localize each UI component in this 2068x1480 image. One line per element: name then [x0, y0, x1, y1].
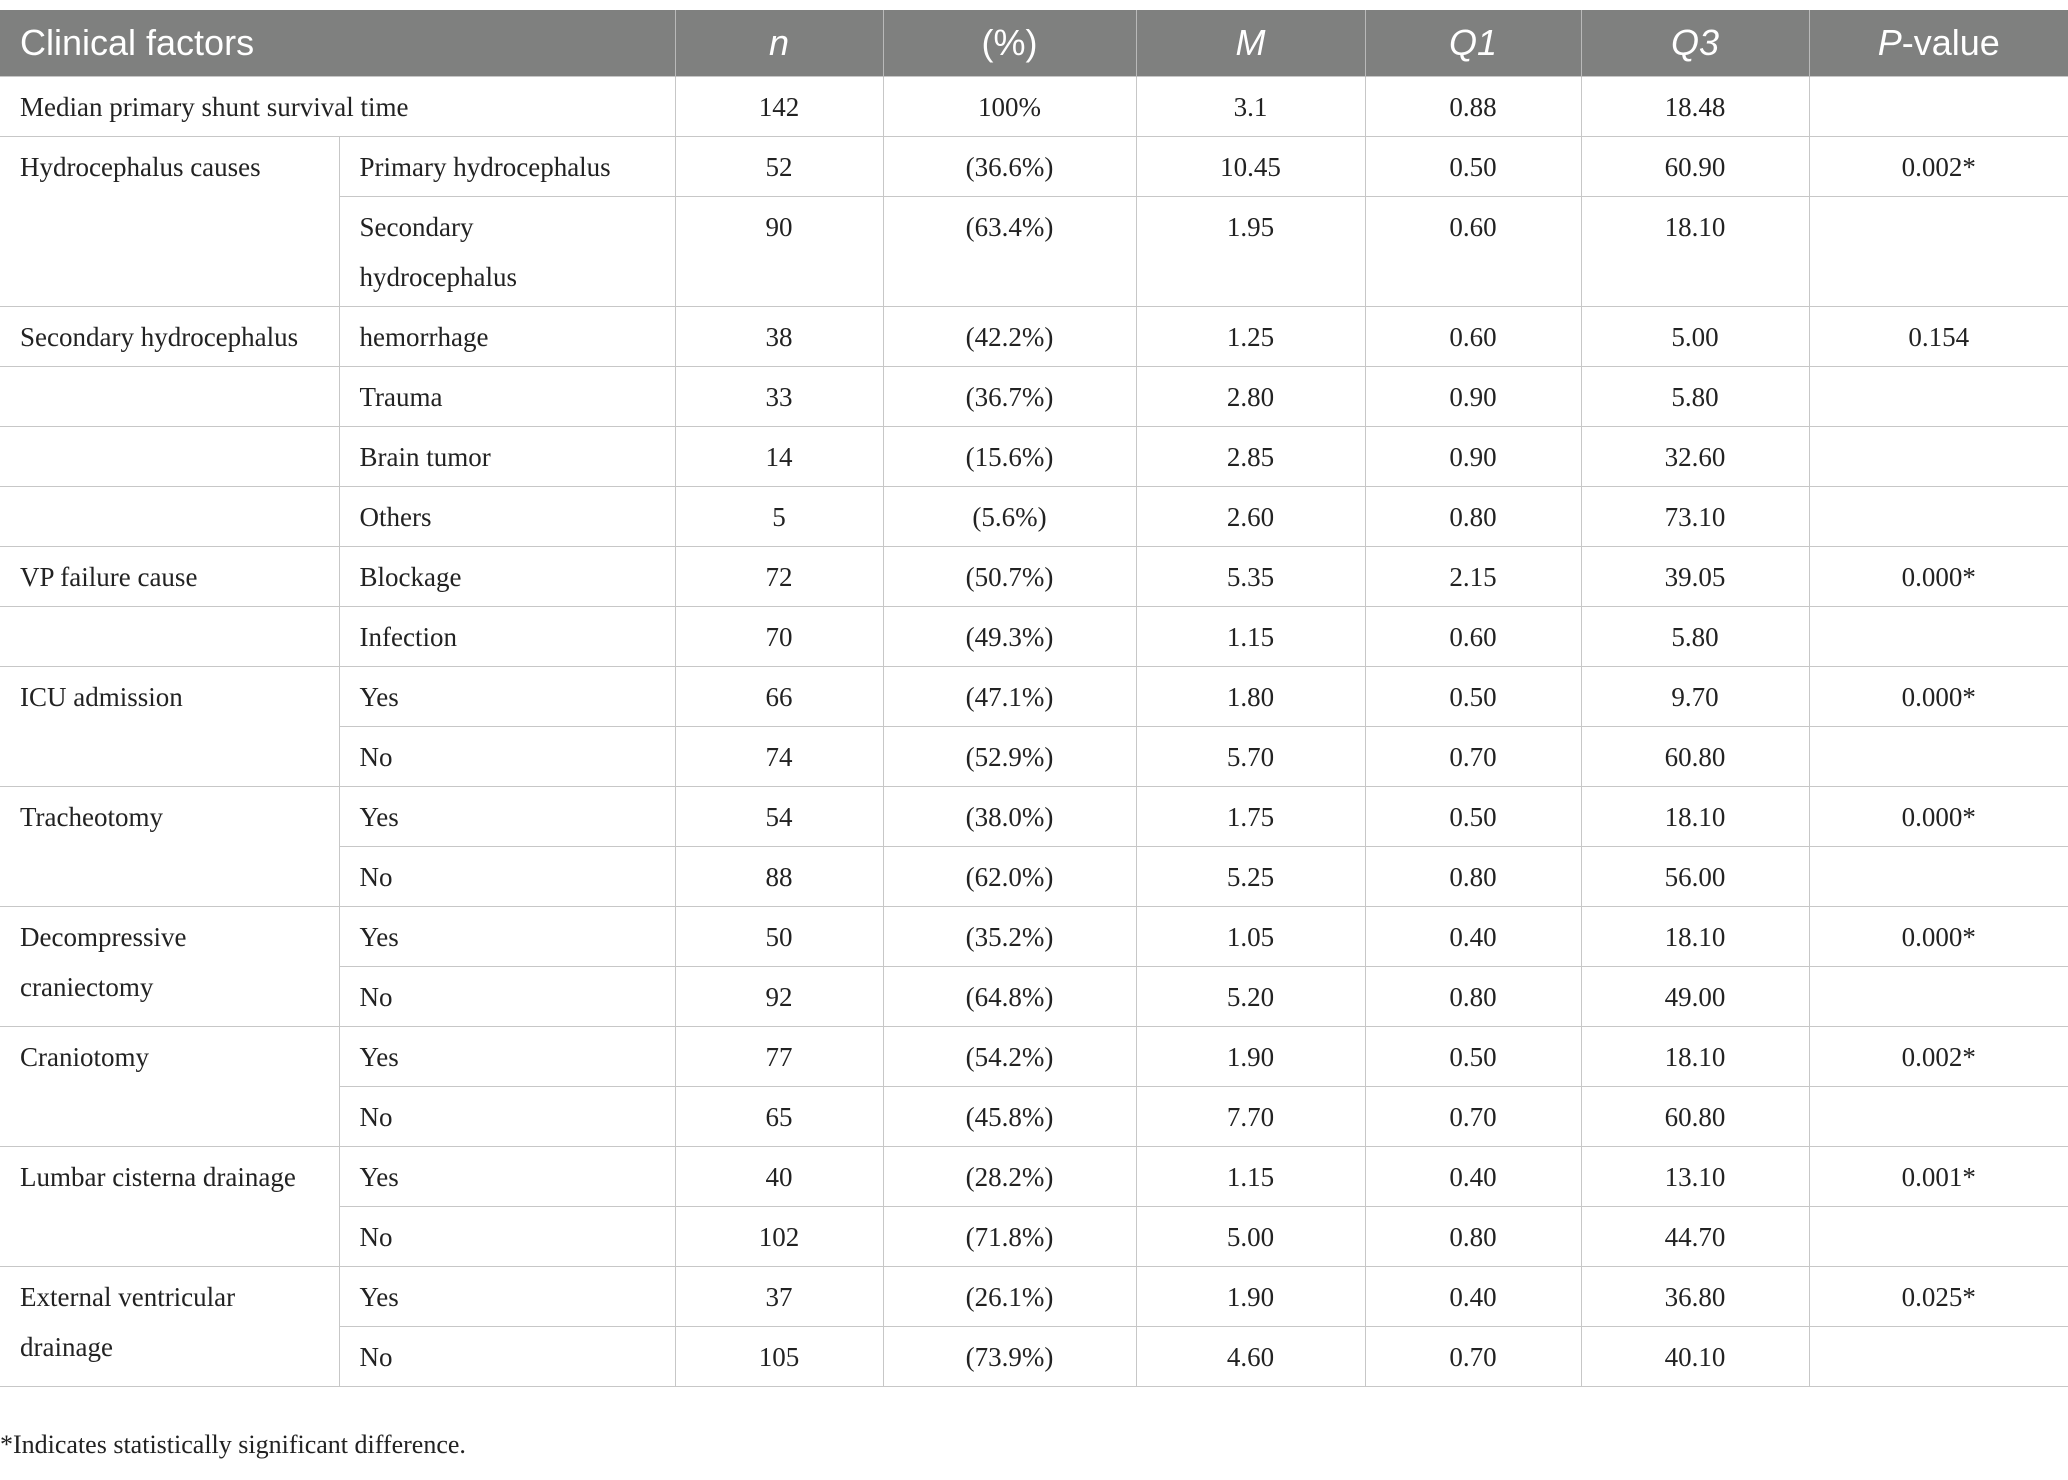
- cell-percent: (36.6%): [883, 137, 1136, 197]
- row-sublabel: Blockage: [339, 547, 675, 607]
- group-label: Lumbar cisterna drainage: [0, 1147, 339, 1267]
- row-sublabel: Yes: [339, 907, 675, 967]
- cell-median: 1.15: [1136, 1147, 1365, 1207]
- row-sublabel: Yes: [339, 667, 675, 727]
- empty-group-cell: [0, 367, 339, 427]
- cell-q1: 0.60: [1365, 197, 1581, 307]
- cell-n: 50: [675, 907, 883, 967]
- cell-p-value: [1809, 727, 2068, 787]
- clinical-factors-table: [0, 10, 2068, 1387]
- header-n: n: [675, 10, 883, 77]
- cell-n: 105: [675, 1327, 883, 1387]
- row-sublabel: No: [339, 1207, 675, 1267]
- cell-q3: 5.80: [1581, 367, 1809, 427]
- empty-group-cell: [0, 607, 339, 667]
- cell-p-value: [1809, 1327, 2068, 1387]
- header-q1: Q1: [1365, 10, 1581, 77]
- cell-median: 1.15: [1136, 607, 1365, 667]
- row-sublabel: No: [339, 847, 675, 907]
- cell-median: 2.60: [1136, 487, 1365, 547]
- group-label: VP failure cause: [0, 547, 339, 607]
- cell-p-value: [1809, 607, 2068, 667]
- row-sublabel: Brain tumor: [339, 427, 675, 487]
- cell-median: 1.80: [1136, 667, 1365, 727]
- cell-percent: (28.2%): [883, 1147, 1136, 1207]
- cell-q1: 0.50: [1365, 1027, 1581, 1087]
- cell-q3: 5.00: [1581, 307, 1809, 367]
- cell-q3: 18.48: [1581, 77, 1809, 137]
- table-row: [0, 607, 2068, 667]
- cell-q3: 18.10: [1581, 907, 1809, 967]
- table-footnote: *Indicates statistically significant difference.: [0, 1430, 466, 1459]
- cell-n: 92: [675, 967, 883, 1027]
- table-row: [0, 77, 2068, 137]
- cell-q3: 32.60: [1581, 427, 1809, 487]
- table-header: [0, 10, 2068, 77]
- cell-percent: (71.8%): [883, 1207, 1136, 1267]
- header-row: [0, 10, 2068, 77]
- cell-q1: 0.80: [1365, 967, 1581, 1027]
- cell-q1: 0.50: [1365, 137, 1581, 197]
- cell-median: 2.85: [1136, 427, 1365, 487]
- cell-p-value: [1809, 1207, 2068, 1267]
- cell-percent: (35.2%): [883, 907, 1136, 967]
- cell-q1: 0.88: [1365, 77, 1581, 137]
- cell-q3: 73.10: [1581, 487, 1809, 547]
- cell-n: 102: [675, 1207, 883, 1267]
- cell-median: 1.90: [1136, 1027, 1365, 1087]
- row-sublabel: Primary hydrocephalus: [339, 137, 675, 197]
- row-sublabel: Trauma: [339, 367, 675, 427]
- cell-q3: 13.10: [1581, 1147, 1809, 1207]
- cell-percent: (63.4%): [883, 197, 1136, 307]
- cell-n: 66: [675, 667, 883, 727]
- header-p-suffix: -value: [1901, 22, 2000, 63]
- row-sublabel: Infection: [339, 607, 675, 667]
- cell-median: 4.60: [1136, 1327, 1365, 1387]
- cell-percent: (52.9%): [883, 727, 1136, 787]
- group-label: Secondary hydrocephalus: [0, 307, 339, 367]
- cell-p-value: [1809, 487, 2068, 547]
- table-row: [0, 137, 2068, 197]
- cell-n: 65: [675, 1087, 883, 1147]
- table-row: [0, 907, 2068, 967]
- cell-percent: (49.3%): [883, 607, 1136, 667]
- row-sublabel: Secondary hydrocephalus: [339, 197, 675, 307]
- cell-q1: 0.70: [1365, 727, 1581, 787]
- group-label: Decompressive craniectomy: [0, 907, 339, 1027]
- cell-n: 33: [675, 367, 883, 427]
- cell-p-value: [1809, 77, 2068, 137]
- cell-percent: (38.0%): [883, 787, 1136, 847]
- cell-p-value: [1809, 967, 2068, 1027]
- table-row: [0, 547, 2068, 607]
- cell-q1: 0.50: [1365, 667, 1581, 727]
- row-sublabel: Yes: [339, 1147, 675, 1207]
- cell-q3: 18.10: [1581, 1027, 1809, 1087]
- table-row: [0, 1027, 2068, 1087]
- cell-percent: (26.1%): [883, 1267, 1136, 1327]
- header-p-value: [1809, 10, 2068, 77]
- row-label: Median primary shunt survival time: [0, 77, 675, 137]
- header-clinical-factors: Clinical factors: [0, 10, 675, 77]
- empty-group-cell: [0, 487, 339, 547]
- cell-q1: 0.40: [1365, 1147, 1581, 1207]
- table-row: [0, 1147, 2068, 1207]
- cell-p-value: 0.000*: [1809, 667, 2068, 727]
- cell-median: 2.80: [1136, 367, 1365, 427]
- row-sublabel: Others: [339, 487, 675, 547]
- table-body: [0, 77, 2068, 1387]
- cell-n: 88: [675, 847, 883, 907]
- row-sublabel: No: [339, 1327, 675, 1387]
- cell-q1: 0.90: [1365, 367, 1581, 427]
- cell-percent: (50.7%): [883, 547, 1136, 607]
- cell-n: 54: [675, 787, 883, 847]
- cell-n: 72: [675, 547, 883, 607]
- cell-n: 70: [675, 607, 883, 667]
- cell-p-value: [1809, 197, 2068, 307]
- header-q3: Q3: [1581, 10, 1809, 77]
- cell-q1: 0.60: [1365, 307, 1581, 367]
- cell-median: 1.75: [1136, 787, 1365, 847]
- cell-median: 1.95: [1136, 197, 1365, 307]
- header-p-letter: P: [1877, 22, 1902, 63]
- cell-n: 37: [675, 1267, 883, 1327]
- table-row: [0, 1267, 2068, 1327]
- header-percent: (%): [883, 10, 1136, 77]
- cell-p-value: 0.002*: [1809, 1027, 2068, 1087]
- cell-q1: 0.90: [1365, 427, 1581, 487]
- cell-median: 5.25: [1136, 847, 1365, 907]
- cell-median: 5.00: [1136, 1207, 1365, 1267]
- cell-q1: 0.80: [1365, 847, 1581, 907]
- cell-q1: 0.70: [1365, 1327, 1581, 1387]
- cell-q1: 0.70: [1365, 1087, 1581, 1147]
- cell-n: 38: [675, 307, 883, 367]
- cell-q3: 39.05: [1581, 547, 1809, 607]
- group-label: ICU admission: [0, 667, 339, 787]
- cell-median: 5.35: [1136, 547, 1365, 607]
- cell-percent: (73.9%): [883, 1327, 1136, 1387]
- group-label: Hydrocephalus causes: [0, 137, 339, 307]
- cell-median: 10.45: [1136, 137, 1365, 197]
- cell-p-value: 0.002*: [1809, 137, 2068, 197]
- cell-p-value: 0.000*: [1809, 547, 2068, 607]
- row-sublabel: Yes: [339, 787, 675, 847]
- table-row: [0, 667, 2068, 727]
- table-row: [0, 787, 2068, 847]
- header-median: M: [1136, 10, 1365, 77]
- cell-q3: 9.70: [1581, 667, 1809, 727]
- cell-p-value: 0.154: [1809, 307, 2068, 367]
- cell-q3: 60.90: [1581, 137, 1809, 197]
- cell-percent: 100%: [883, 77, 1136, 137]
- cell-q1: 0.50: [1365, 787, 1581, 847]
- cell-p-value: [1809, 1087, 2068, 1147]
- cell-n: 142: [675, 77, 883, 137]
- table-row: [0, 307, 2068, 367]
- data-table-container: [0, 10, 2068, 1387]
- cell-n: 74: [675, 727, 883, 787]
- cell-q3: 40.10: [1581, 1327, 1809, 1387]
- cell-p-value: 0.000*: [1809, 907, 2068, 967]
- cell-p-value: 0.001*: [1809, 1147, 2068, 1207]
- cell-p-value: 0.000*: [1809, 787, 2068, 847]
- cell-n: 77: [675, 1027, 883, 1087]
- cell-n: 90: [675, 197, 883, 307]
- cell-q3: 60.80: [1581, 727, 1809, 787]
- cell-q3: 18.10: [1581, 197, 1809, 307]
- cell-q3: 36.80: [1581, 1267, 1809, 1327]
- cell-q1: 0.40: [1365, 1267, 1581, 1327]
- cell-q3: 44.70: [1581, 1207, 1809, 1267]
- row-sublabel: hemorrhage: [339, 307, 675, 367]
- cell-n: 14: [675, 427, 883, 487]
- cell-percent: (42.2%): [883, 307, 1136, 367]
- cell-q3: 49.00: [1581, 967, 1809, 1027]
- table-row: [0, 367, 2068, 427]
- cell-q3: 18.10: [1581, 787, 1809, 847]
- cell-percent: (64.8%): [883, 967, 1136, 1027]
- cell-percent: (47.1%): [883, 667, 1136, 727]
- cell-median: 1.90: [1136, 1267, 1365, 1327]
- cell-q1: 2.15: [1365, 547, 1581, 607]
- empty-group-cell: [0, 427, 339, 487]
- group-label: Tracheotomy: [0, 787, 339, 907]
- cell-median: 5.70: [1136, 727, 1365, 787]
- cell-percent: (5.6%): [883, 487, 1136, 547]
- cell-q1: 0.80: [1365, 487, 1581, 547]
- row-sublabel: Yes: [339, 1027, 675, 1087]
- cell-n: 5: [675, 487, 883, 547]
- row-sublabel: No: [339, 967, 675, 1027]
- cell-q1: 0.80: [1365, 1207, 1581, 1267]
- row-sublabel: Yes: [339, 1267, 675, 1327]
- group-label: Craniotomy: [0, 1027, 339, 1147]
- cell-median: 7.70: [1136, 1087, 1365, 1147]
- row-sublabel: No: [339, 1087, 675, 1147]
- cell-q3: 56.00: [1581, 847, 1809, 907]
- cell-q3: 60.80: [1581, 1087, 1809, 1147]
- cell-n: 52: [675, 137, 883, 197]
- cell-percent: (15.6%): [883, 427, 1136, 487]
- cell-p-value: [1809, 367, 2068, 427]
- row-sublabel: No: [339, 727, 675, 787]
- table-row: [0, 427, 2068, 487]
- table-row: [0, 487, 2068, 547]
- cell-median: 1.05: [1136, 907, 1365, 967]
- group-label: External ventricular drainage: [0, 1267, 339, 1387]
- cell-q1: 0.60: [1365, 607, 1581, 667]
- cell-median: 1.25: [1136, 307, 1365, 367]
- cell-percent: (54.2%): [883, 1027, 1136, 1087]
- cell-p-value: [1809, 847, 2068, 907]
- cell-median: 5.20: [1136, 967, 1365, 1027]
- cell-percent: (62.0%): [883, 847, 1136, 907]
- cell-percent: (45.8%): [883, 1087, 1136, 1147]
- cell-n: 40: [675, 1147, 883, 1207]
- cell-percent: (36.7%): [883, 367, 1136, 427]
- cell-p-value: 0.025*: [1809, 1267, 2068, 1327]
- cell-q3: 5.80: [1581, 607, 1809, 667]
- cell-median: 3.1: [1136, 77, 1365, 137]
- cell-p-value: [1809, 427, 2068, 487]
- cell-q1: 0.40: [1365, 907, 1581, 967]
